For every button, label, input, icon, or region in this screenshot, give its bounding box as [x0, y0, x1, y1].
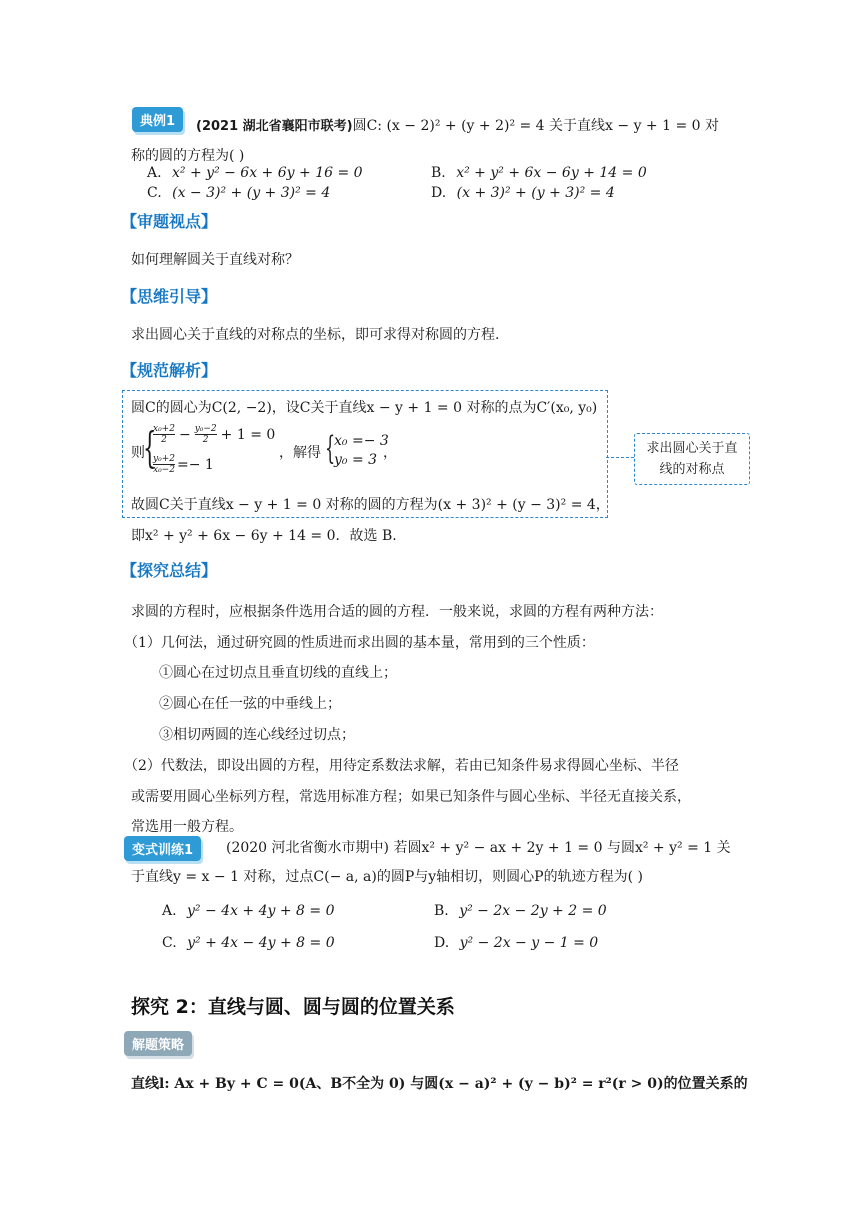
option-text: y² − 2x − 2y + 2 = 0 — [459, 903, 607, 919]
option-label: D. — [434, 935, 450, 951]
callout-connector — [606, 457, 634, 458]
example-question-text: 圆C: (x − 2)² + (y + 2)² = 4 关于直线x − y + 1 = 0 对 — [352, 118, 720, 134]
option-label: A. — [162, 903, 177, 919]
section-title-analysis: 【规范解析】 — [121, 361, 218, 380]
equation-1 — [153, 424, 275, 445]
summary-item1: （1）几何法，通过研究圆的性质进而求出圆的基本量，常用到的三个性质： — [124, 635, 595, 651]
variant-option-b — [434, 903, 607, 919]
example-source: (2021 湖北省襄阳市联考) — [196, 119, 353, 134]
example-question-line2: 称的圆的方程为( ) — [131, 148, 245, 164]
option-text: x² + y² + 6x − 6y + 14 = 0 — [456, 165, 647, 181]
fraction-3 — [153, 454, 175, 475]
example-option-d — [431, 185, 615, 201]
summary-point2: ②圆心在任一弦的中垂线上； — [159, 696, 341, 712]
example-badge: 典例1 — [132, 107, 183, 132]
option-text: y² − 2x − y − 1 = 0 — [459, 935, 599, 951]
equation-2-tail: =− 1 — [176, 456, 214, 473]
analysis-line1: 圆C的圆心为C(2, −2)，设C关于直线x − y + 1 = 0 对称的点为C′(x₀, y₀) — [131, 400, 598, 416]
fraction-2 — [195, 424, 217, 445]
option-label: A. — [147, 165, 162, 181]
option-text: y² − 4x + 4y + 8 = 0 — [187, 903, 335, 919]
part2-line: 直线l: Ax + By + C = 0(A、B不全为 0) 与圆(x − a)² + (y − b)² = r²(r > 0)的位置关系的 — [131, 1076, 748, 1092]
variant-option-d — [434, 935, 598, 951]
variant-badge: 变式训练1 — [124, 836, 201, 861]
option-label: B. — [434, 903, 449, 919]
option-label: C. — [147, 185, 162, 201]
option-label: C. — [162, 935, 177, 951]
variant-line2: 于直线y = x − 1 对称，过点C(− a, a)的圆P与y轴相切，则圆心P的轨迹方程为( ) — [131, 869, 643, 885]
option-text: (x − 3)² + (y + 3)² = 4 — [172, 185, 331, 201]
example-question-line1 — [196, 115, 719, 135]
summary-intro: 求圆的方程时，应根据条件选用合适的圆的方程．一般来说，求圆的方程有两种方法： — [131, 604, 663, 620]
guide-text: 求出圆心关于直线的对称点的坐标，即可求得对称圆的方程. — [131, 327, 500, 343]
option-text: x² + y² − 6x + 6y + 16 = 0 — [172, 165, 363, 181]
part2-heading: 探究 2：直线与圆、圆与圆的位置关系 — [131, 996, 455, 1018]
strategy-badge: 解题策略 — [124, 1031, 192, 1056]
summary-point3: ③相切两圆的连心线经过切点； — [159, 727, 355, 743]
fraction-denominator: 2 — [202, 435, 209, 445]
summary-point1: ①圆心在过切点且垂直切线的直线上； — [159, 665, 397, 681]
fraction-numerator: y₀+2 — [153, 454, 175, 464]
solution-brace: { — [325, 429, 336, 467]
equation-2 — [153, 454, 214, 475]
option-text: (x + 3)² + (y + 3)² = 4 — [456, 185, 615, 201]
solution-comma: ， — [383, 445, 397, 461]
solve-text: ，解得 — [279, 445, 321, 461]
analysis-line3: 故圆C关于直线x − y + 1 = 0 对称的圆的方程为(x + 3)² + (y − 3)² = 4， — [131, 497, 610, 513]
option-text: y² + 4x − 4y + 8 = 0 — [187, 935, 335, 951]
fraction-denominator: 2 — [161, 435, 167, 445]
view-text: 如何理解圆关于直线对称？ — [131, 252, 299, 268]
summary-item2-line3: 常选用一般方程。 — [131, 819, 243, 835]
minus-sign: − — [178, 426, 191, 443]
section-title-summary: 【探究总结】 — [121, 561, 218, 580]
example-option-b — [431, 165, 647, 181]
option-label: D. — [431, 185, 447, 201]
example-option-a — [147, 165, 363, 181]
then-text: 则 — [131, 445, 145, 461]
variant-option-a — [162, 903, 335, 919]
left-brace: { — [143, 423, 157, 472]
fraction-denominator: x₀−2 — [153, 465, 175, 475]
variant-line1: (2020 河北省衡水市期中) 若圆x² + y² − ax + 2y + 1 = 0 与圆x² + y² = 1 关 — [226, 840, 731, 856]
equation-1-tail: + 1 = 0 — [220, 426, 276, 443]
fraction-numerator: x₀+2 — [153, 424, 175, 434]
summary-item2-line2: 或需要用圆心坐标列方程，常选用标准方程；如果已知条件与圆心坐标、半径无直接关系， — [131, 789, 691, 805]
section-title-guide: 【思维引导】 — [121, 287, 218, 306]
fraction-1 — [153, 424, 175, 445]
summary-item2-line1: （2）代数法，即设出圆的方程，用待定系数法求解，若由已知条件易求得圆心坐标、半径 — [124, 758, 679, 774]
solution-2: y₀ = 3 — [334, 452, 378, 468]
example-option-c — [147, 185, 330, 201]
analysis-line4: 即x² + y² + 6x − 6y + 14 = 0．故选 B. — [131, 528, 397, 544]
section-title-view: 【审题视点】 — [121, 212, 218, 231]
fraction-numerator: y₀−2 — [194, 424, 217, 434]
callout-box — [634, 433, 750, 485]
variant-option-c — [162, 935, 335, 951]
solution-1: x₀ =− 3 — [334, 433, 389, 449]
callout-text: 求出圆心关于直线的对称点 — [646, 441, 738, 477]
option-label: B. — [431, 165, 446, 181]
